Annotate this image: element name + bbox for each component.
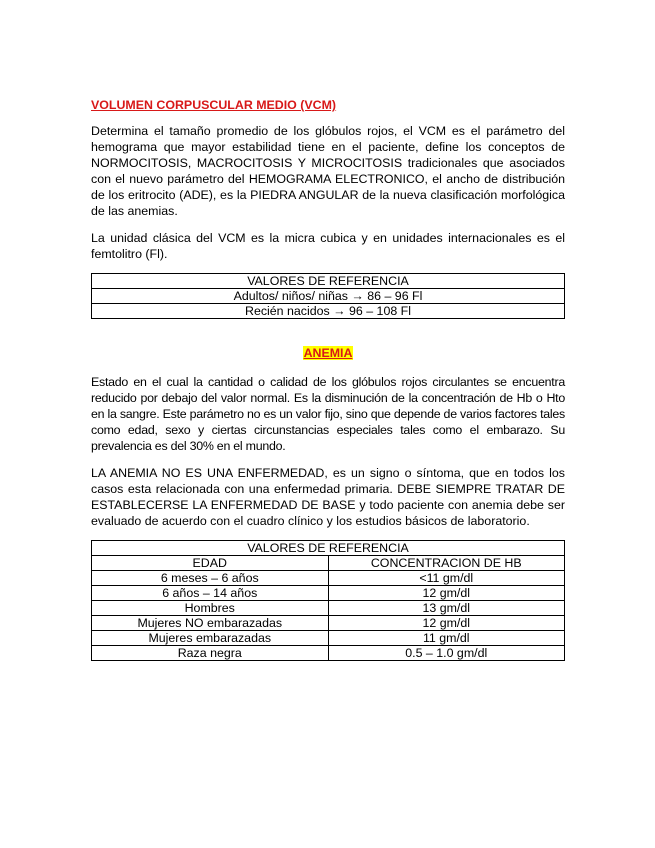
table-cell-age: Mujeres embarazadas [92, 631, 329, 646]
vcm-paragraph-1: Determina el tamaño promedio de los glóbulos rojos, el VCM es el parámetro del hemograma que mayor estabilidad tiene en el paciente, define los conceptos de NORMOCITOSIS, MACROCITOSIS Y MICROCITOSIS tradicionales que asociados con el nuevo parámetro del HEMOGRAMA ELECTRONICO, el ancho de distribución de los eritrocito (ADE), es la PIEDRA ANGULAR de la nueva clasificación morfológica de las anemias. [91, 124, 565, 218]
vcm-table-row-newborns: Recién nacidos → 96 – 108 Fl [92, 304, 565, 319]
table-cell-hb: 0.5 – 1.0 gm/dl [328, 646, 565, 661]
table-row [92, 631, 565, 646]
table-cell-hb: <11 gm/dl [328, 571, 565, 586]
table-cell-hb: 11 gm/dl [328, 631, 565, 646]
table-cell-hb: 12 gm/dl [328, 586, 565, 601]
anemia-table-header: VALORES DE REFERENCIA [92, 541, 565, 556]
table-cell-age: 6 años – 14 años [92, 586, 329, 601]
vcm-paragraph-2: La unidad clásica del VCM es la micra cubica y en unidades internacionales es el femtolitro (Fl). [91, 231, 565, 261]
vcm-reference-table [91, 273, 565, 319]
table-cell-age: 6 meses – 6 años [92, 571, 329, 586]
table-row [92, 586, 565, 601]
table-cell-age: Mujeres NO embarazadas [92, 616, 329, 631]
table-row [92, 601, 565, 616]
column-header-concentracion: CONCENTRACION DE HB [328, 556, 565, 571]
anemia-title: ANEMIA [303, 346, 353, 360]
vcm-table-header: VALORES DE REFERENCIA [92, 274, 565, 289]
anemia-paragraph-1: Estado en el cual la cantidad o calidad de los glóbulos rojos circulantes se encuentra reducido por debajo del valor normal. Es la disminución de la concentración de Hb o Hto en la sangre. Este parámetro no es un valor fijo, sino que depende de varios factores tales como edad, sexo y ciertas circunstancias especiales tales como el embarazo. Su prevalencia es del 30% en el mundo. [91, 375, 565, 453]
table-cell-age: Raza negra [92, 646, 329, 661]
table-header-row [92, 541, 565, 556]
column-header-edad: EDAD [92, 556, 329, 571]
table-row [92, 289, 565, 304]
table-header-row [92, 274, 565, 289]
vcm-title: VOLUMEN CORPUSCULAR MEDIO (VCM) [91, 98, 337, 112]
table-row [92, 304, 565, 319]
table-cell-hb: 12 gm/dl [328, 616, 565, 631]
table-cell-age: Hombres [92, 601, 329, 616]
table-row [92, 646, 565, 661]
anemia-reference-table [91, 540, 565, 661]
anemia-heading [91, 345, 565, 361]
table-row [92, 616, 565, 631]
anemia-paragraph-2: LA ANEMIA NO ES UNA ENFERMEDAD, es un signo o síntoma, que en todos los casos esta relacionada con una enfermedad primaria. DEBE SIEMPRE TRATAR DE ESTABLECERSE LA ENFERMEDAD DE BASE y todo paciente con anemia debe ser evaluado de acuerdo con el cuadro clínico y los estudios básicos de laboratorio. [91, 466, 565, 528]
document-page [91, 98, 565, 661]
table-column-headers [92, 556, 565, 571]
table-cell-hb: 13 gm/dl [328, 601, 565, 616]
table-row [92, 571, 565, 586]
vcm-table-row-adults: Adultos/ niños/ niñas → 86 – 96 Fl [92, 289, 565, 304]
